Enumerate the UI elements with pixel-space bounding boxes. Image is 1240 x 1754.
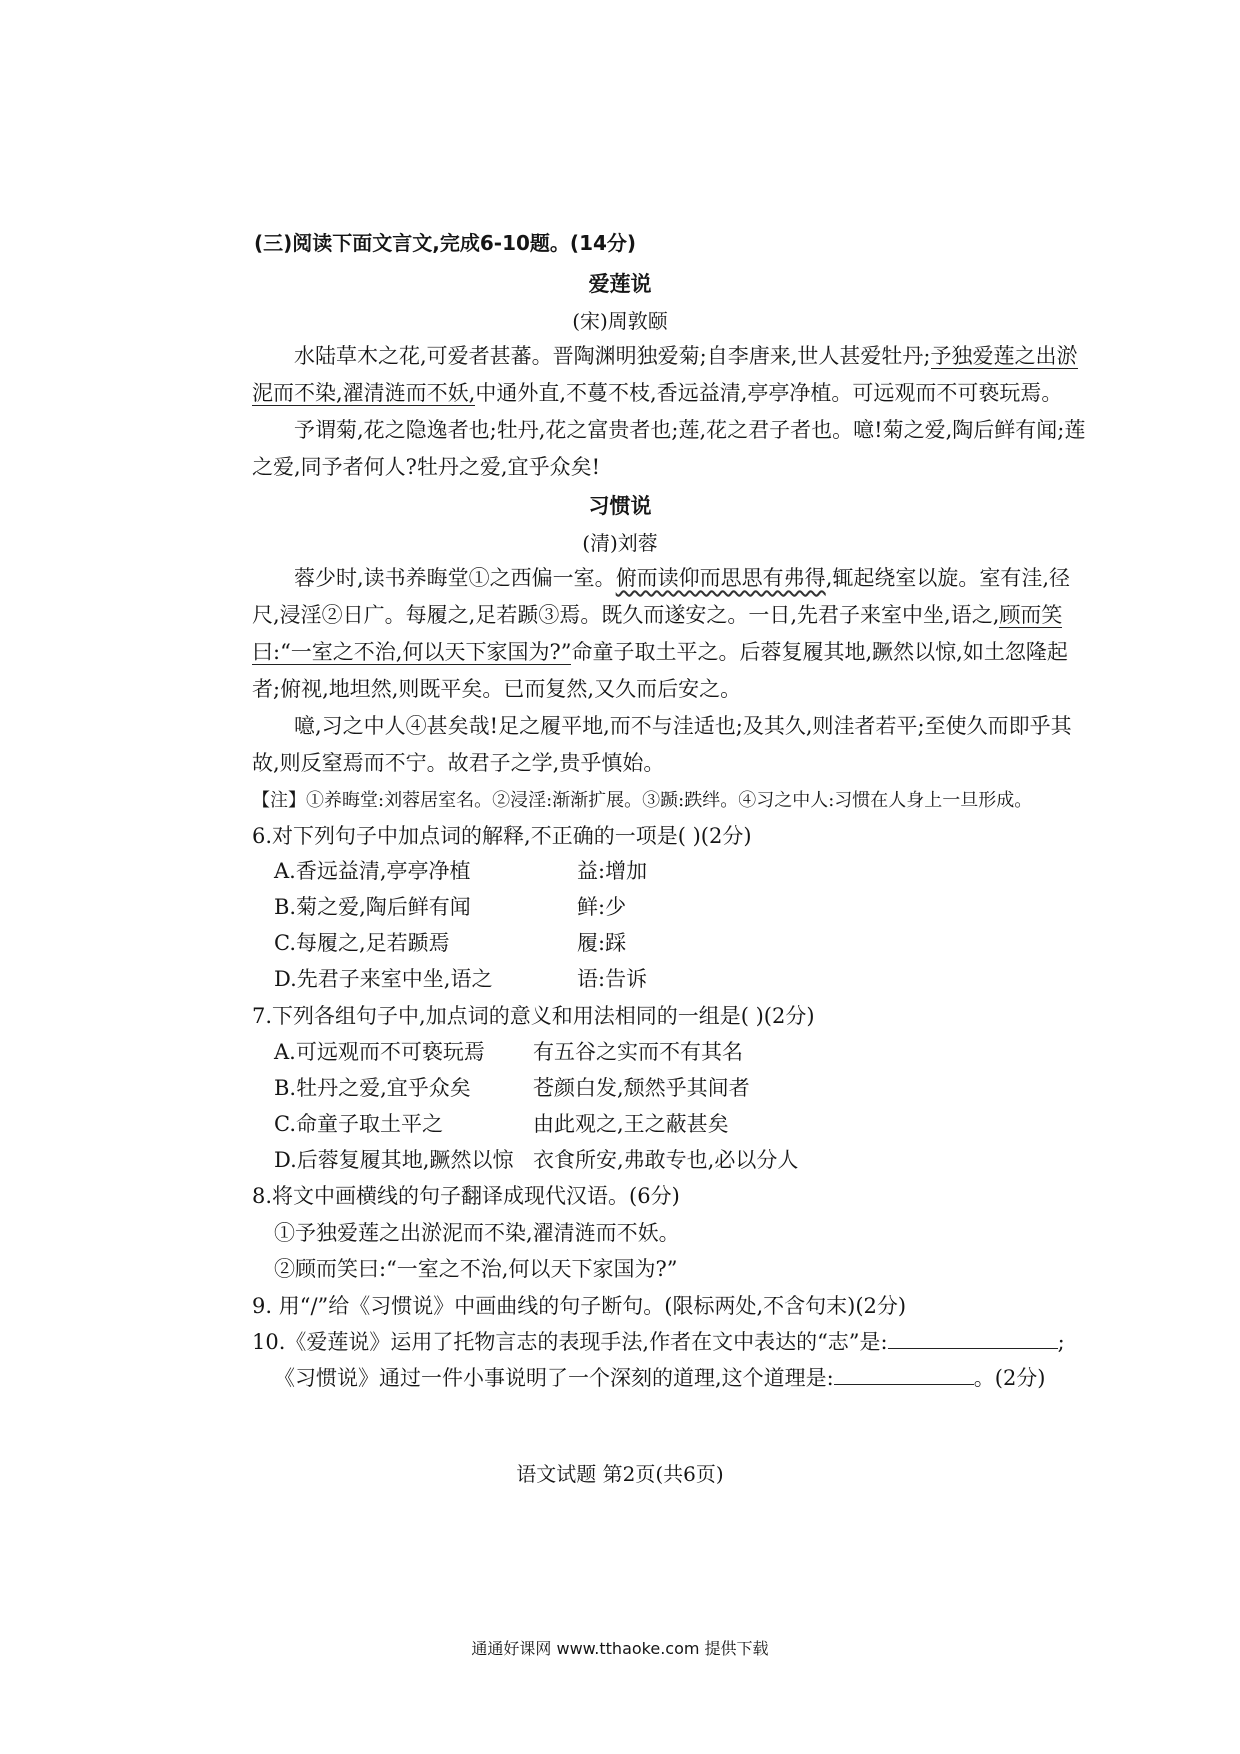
underlined-sentence-1: 予独爱莲之出淤泥而不染,濯清涟而不妖, <box>252 344 1078 405</box>
annotation-note: 【注】①养晦堂:刘蓉居室名。②浸淫:渐渐扩展。③踬:跌绊。④习之中人:习惯在人身上一旦形成。 <box>252 790 1033 811</box>
option-sentence: B.菊之爱,陶后鲜有闻 <box>274 895 471 919</box>
option-comparison: 苍颜白发,颓然乎其间者 <box>533 1076 750 1100</box>
text1-p1-end: 中通外直,不蔓不枝,香远益清,亭亭净植。可远观而不可亵玩焉。 <box>475 381 1063 405</box>
question-7-option-d <box>274 1144 799 1174</box>
option-explanation: 鲜:少 <box>577 895 627 919</box>
text2-author: (清)刘蓉 <box>582 531 658 555</box>
question-6-option-a <box>274 855 648 885</box>
text2-paragraph-2: 噫,习之中人④甚矣哉!足之履平地,而不与洼适也;及其久,则洼者若平;至使久而即乎其故,则反窒焉而不宁。故君子之学,贵乎慎始。 <box>252 714 1072 775</box>
source-watermark: 通通好课网 www.tthaoke.com 提供下载 <box>471 1639 769 1658</box>
question-9-stem: 9. 用“/”给《习惯说》中画曲线的句子断句。(限标两处,不含句末)(2分) <box>252 1294 907 1318</box>
question-10-line-1 <box>252 1326 1065 1356</box>
question-10-punct: ; <box>1057 1330 1065 1354</box>
option-comparison: 由此观之,王之蔽甚矣 <box>533 1112 729 1136</box>
option-sentence: D.后蓉复履其地,蹶然以惊 <box>274 1148 514 1172</box>
question-10-score: 。(2分) <box>973 1366 1046 1390</box>
question-8-item-2: ②顾而笑曰:“一室之不治,何以天下家国为?” <box>274 1257 678 1281</box>
option-sentence: C.每履之,足若踬焉 <box>274 931 450 955</box>
option-comparison: 衣食所安,弗敢专也,必以分人 <box>533 1148 799 1172</box>
section-heading: (三)阅读下面文言文,完成6-10题。(14分) <box>254 231 637 255</box>
question-10-text: 10.《爱莲说》运用了托物言志的表现手法,作者在文中表达的“志”是: <box>252 1330 888 1354</box>
option-sentence: B.牡丹之爱,宜乎众矣 <box>274 1076 471 1100</box>
question-8-item-1: ①予独爱莲之出淤泥而不染,濯清涟而不妖。 <box>274 1221 680 1245</box>
question-10-line-2 <box>274 1362 1046 1392</box>
question-6-option-b <box>274 891 627 921</box>
text1-title: 爱莲说 <box>588 272 652 296</box>
question-6-stem: 6.对下列句子中加点词的解释,不正确的一项是( )(2分) <box>252 824 752 848</box>
text1-paragraph-2: 予谓菊,花之隐逸者也;牡丹,花之富贵者也;莲,花之君子者也。噫!菊之爱,陶后鲜有闻;莲之爱,同予者何人?牡丹之爱,宜乎众矣! <box>252 418 1086 479</box>
option-sentence: A.香远益清,亭亭净植 <box>274 859 471 883</box>
answer-blank[interactable] <box>888 1330 1058 1349</box>
question-6-option-c <box>274 927 627 957</box>
text1-paragraph-1 <box>252 338 1092 412</box>
question-7-option-b <box>274 1072 750 1102</box>
question-8-stem: 8.将文中画横线的句子翻译成现代汉语。(6分) <box>252 1184 680 1208</box>
question-7-option-c <box>274 1108 729 1138</box>
text2-p1-middle: ,辄起绕室以旋。室有洼,径尺,浸淫②日广。每履之,足若踬③焉。既久而遂安之。一日,先君子来室中坐,语之, <box>252 566 1071 627</box>
text2-p1-end: 命童子取土平之。后蓉复履其地,蹶然以惊,如土忽隆起者;俯视,地坦然,则既平矣。已而复然,又久而后安之。 <box>252 640 1068 701</box>
text1-author: (宋)周敦颐 <box>572 309 668 333</box>
option-explanation: 语:告诉 <box>577 967 648 991</box>
option-explanation: 履:踩 <box>577 931 627 955</box>
question-6-option-d <box>274 963 648 993</box>
option-sentence: D.先君子来室中坐,语之 <box>274 967 493 991</box>
option-explanation: 益:增加 <box>577 859 648 883</box>
answer-blank[interactable] <box>834 1366 974 1385</box>
question-7-option-a <box>274 1036 743 1066</box>
underlined-sentence-2: 顾而笑曰:“一室之不治,何以天下家国为?” <box>252 603 1063 664</box>
option-sentence: A.可远观而不可亵玩焉 <box>274 1040 485 1064</box>
question-10-text: 《习惯说》通过一件小事说明了一个深刻的道理,这个道理是: <box>274 1366 834 1390</box>
question-7-stem: 7.下列各组句子中,加点词的意义和用法相同的一组是( )(2分) <box>252 1004 815 1028</box>
text1-p1-start: 水陆草木之花,可爱者甚蕃。晋陶渊明独爱菊;自李唐来,世人甚爱牡丹; <box>294 344 931 368</box>
option-sentence: C.命童子取土平之 <box>274 1112 443 1136</box>
text2-p1-start: 蓉少时,读书养晦堂①之西偏一室。 <box>294 566 616 590</box>
text2-title: 习惯说 <box>588 494 652 518</box>
text2-paragraph-1 <box>252 560 1092 708</box>
option-comparison: 有五谷之实而不有其名 <box>533 1040 743 1064</box>
wavy-underlined-sentence: 俯而读仰而思思有弗得 <box>615 566 826 590</box>
page-footer: 语文试题 第2页(共6页) <box>516 1462 724 1486</box>
